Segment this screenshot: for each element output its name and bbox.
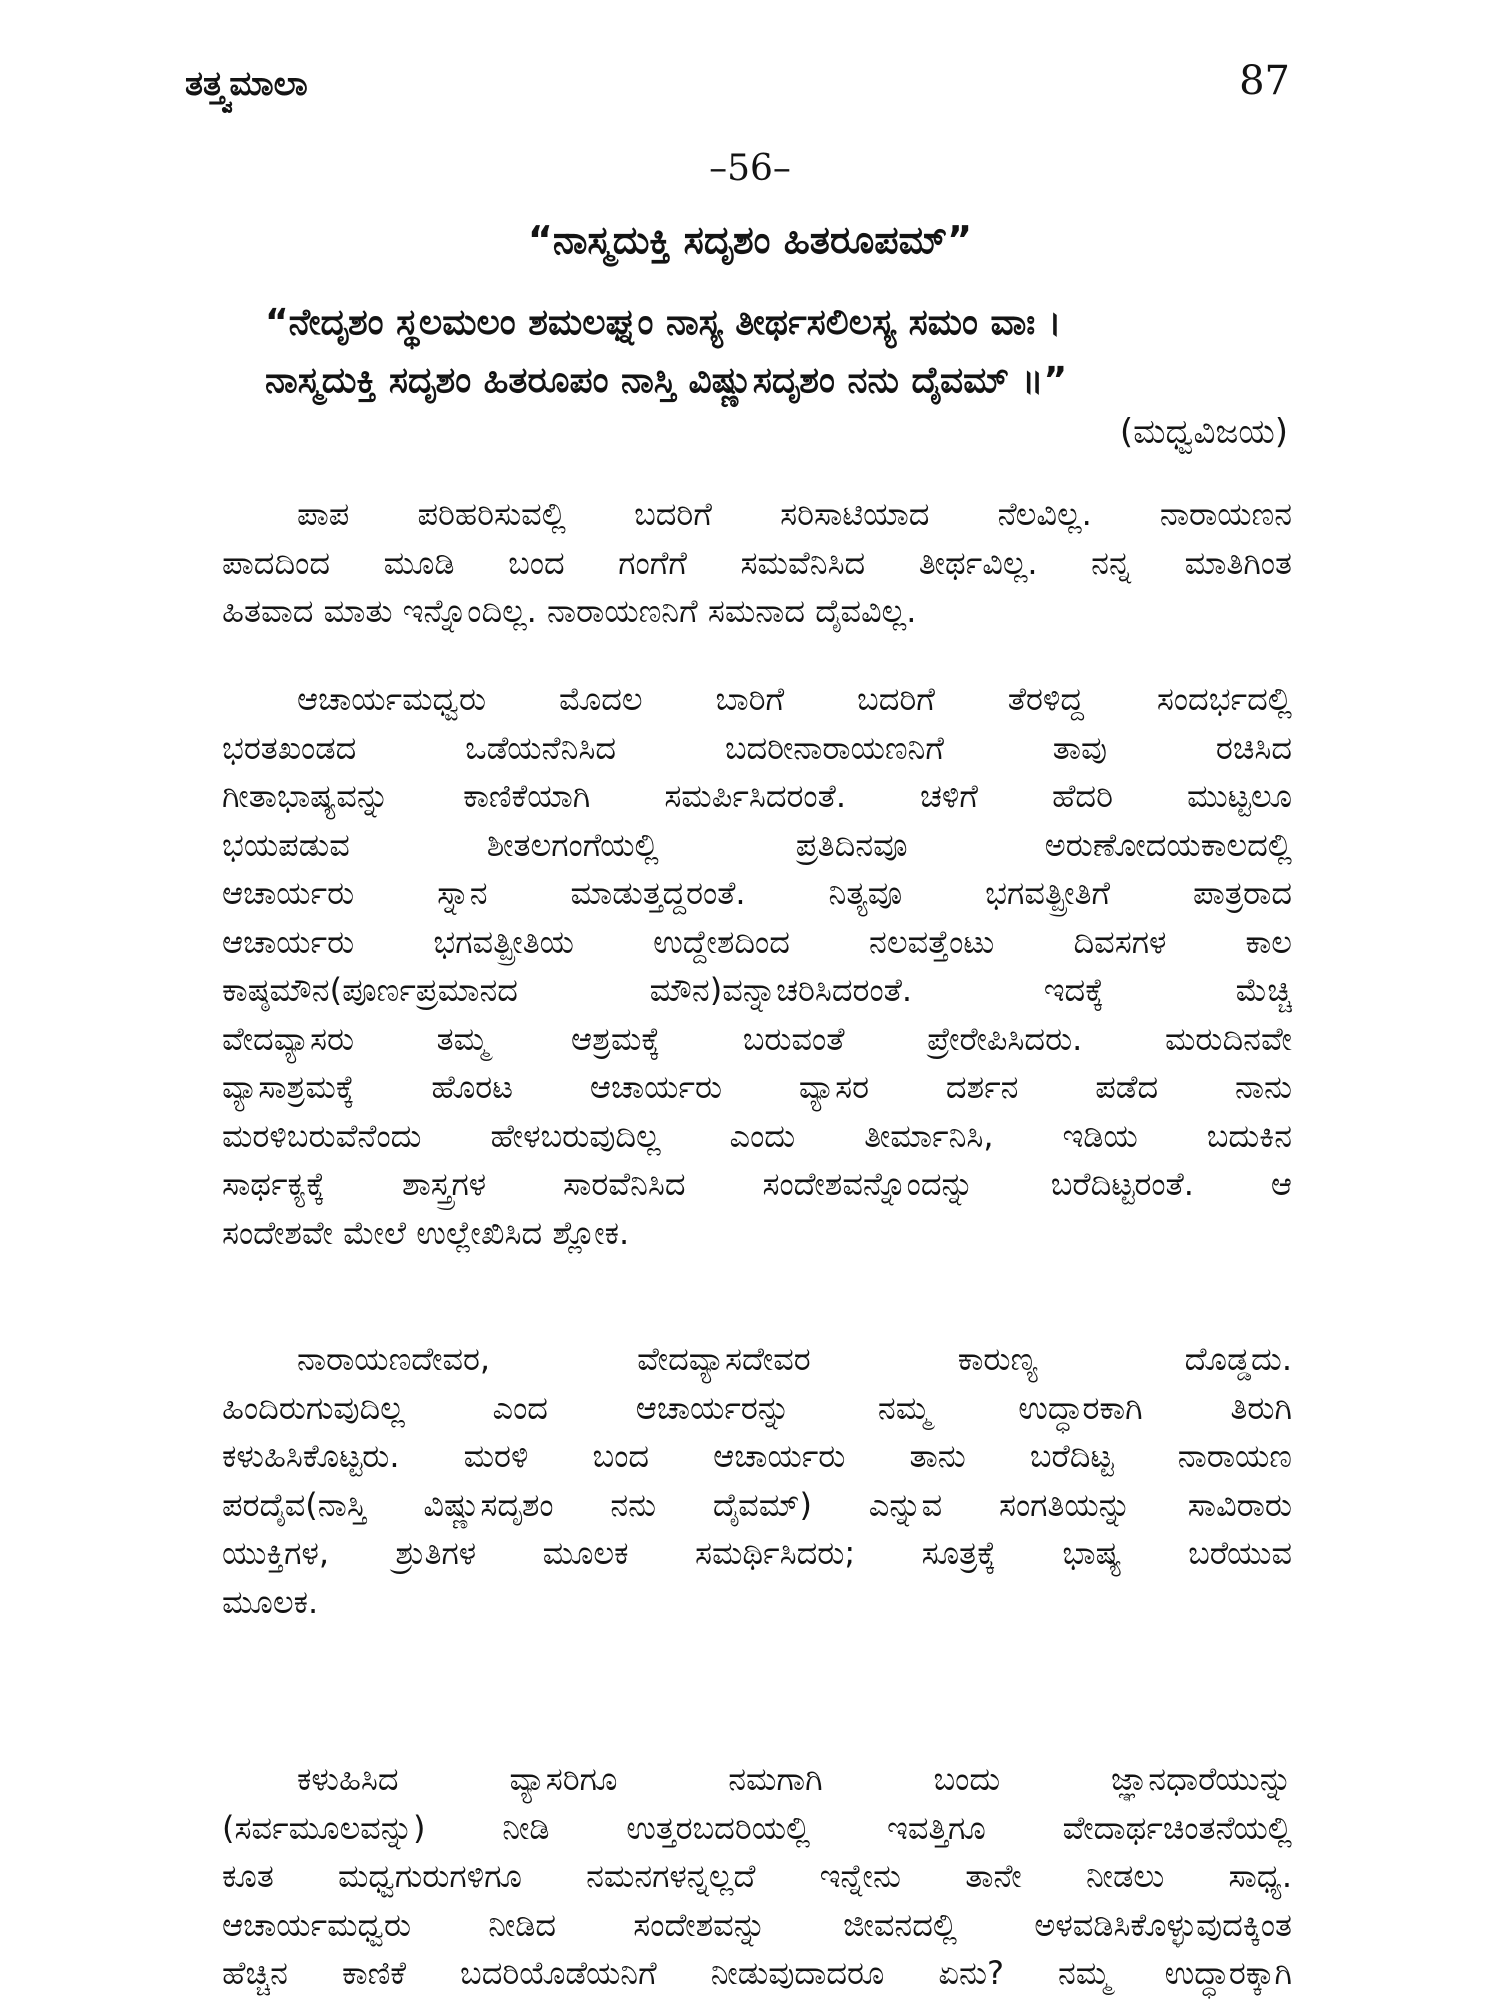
text-line: ಭಯಪಡುವ ಶೀತಲಗಂಗೆಯಲ್ಲಿ ಪ್ರತಿದಿನವೂ ಅರುಣೋದಯಕಾಲದಲ್ಲಿ xyxy=(222,825,1292,864)
text-line: ಆಚಾರ್ಯರು ಭಗವತ್ಪ್ರೀತಿಯ ಉದ್ದೇಶದಿಂದ ನಲವತ್ತೆಂಟು ದಿವಸಗಳ ಕಾಲ xyxy=(222,922,1292,961)
text-line: ಮೂಲಕ. xyxy=(222,1582,319,1621)
text-line: ಪಾದದಿಂದ ಮೂಡಿ ಬಂದ ಗಂಗೆಗೆ ಸಮವೆನಿಸಿದ ತೀರ್ಥವಿಲ್ಲ. ನನ್ನ ಮಾತಿಗಿಂತ xyxy=(222,543,1292,582)
verse-source: (ಮಧ್ವವಿಜಯ) xyxy=(1119,412,1288,452)
text-line: ಗೀತಾಭಾಷ್ಯವನ್ನು ಕಾಣಿಕೆಯಾಗಿ ಸಮರ್ಪಿಸಿದರಂತೆ. ಚಳಿಗೆ ಹೆದರಿ ಮುಟ್ಟಲೂ xyxy=(222,777,1292,815)
text-line: ಹೆಚ್ಚಿನ ಕಾಣಿಕೆ ಬದರಿಯೊಡೆಯನಿಗೆ ನೀಡುವುದಾದರೂ ಏನು? ನಮ್ಮ ಉದ್ಧಾರಕ್ಕಾಗಿ xyxy=(222,1954,1292,1992)
text-line: ಹಿತವಾದ ಮಾತು ಇನ್ನೊಂದಿಲ್ಲ. ನಾರಾಯಣನಿಗೆ ಸಮನಾದ ದೈವವಿಲ್ಲ. xyxy=(222,592,917,630)
page-number: 87 xyxy=(1239,58,1290,104)
text-line: ಆಚಾರ್ಯಮಧ್ವರು ನೀಡಿದ ಸಂದೇಶವನ್ನು ಜೀವನದಲ್ಲಿ ಅಳವಡಿಸಿಕೊಳ್ಳುವುದಕ್ಕಿಂತ xyxy=(222,1905,1292,1944)
text-line: ಮರಳಿಬರುವೆನೆಂದು ಹೇಳಬರುವುದಿಲ್ಲ ಎಂದು ತೀರ್ಮಾನಿಸಿ, ಇಡಿಯ ಬದುಕಿನ xyxy=(222,1116,1292,1155)
running-title: ತತ್ತ್ವಮಾಲಾ xyxy=(185,64,308,104)
text-line: ಆಚಾರ್ಯರು ಸ್ನಾನ ಮಾಡುತ್ತದ್ದರಂತೆ. ನಿತ್ಯವೂ ಭಗವತ್ಪ್ರೀತಿಗೆ ಪಾತ್ರರಾದ xyxy=(222,874,1292,912)
text-line: ವ್ಯಾಸಾಶ್ರಮಕ್ಕೆ ಹೊರಟ ಆಚಾರ್ಯರು ವ್ಯಾಸರ ದರ್ಶನ ಪಡೆದ ನಾನು xyxy=(222,1068,1292,1106)
text-line: ವೇದವ್ಯಾಸರು ತಮ್ಮ ಆಶ್ರಮಕ್ಕೆ ಬರುವಂತೆ ಪ್ರೇರೇಪಿಸಿದರು. ಮರುದಿನವೇ xyxy=(222,1019,1292,1058)
text-line: ಕೂತ ಮಧ್ವಗುರುಗಳಿಗೂ ನಮನಗಳನ್ನಲ್ಲದೆ ಇನ್ನೇನು ತಾನೇ ನೀಡಲು ಸಾಧ್ಯ. xyxy=(222,1857,1292,1895)
verse-line-1: “ನೇದೃಶಂ ಸ್ಥಲಮಲಂ ಶಮಲಘ್ನಂ ನಾಸ್ಯ ತೀರ್ಥಸಲಿಲಸ್ಯ ಸಮಂ ವಾಃ । xyxy=(265,302,1062,343)
text-line: ಕಳುಹಿಸಿದ ವ್ಯಾಸರಿಗೂ ನಮಗಾಗಿ ಬಂದು ಜ್ಞಾನಧಾರೆಯುನ್ನು xyxy=(297,1760,1292,1798)
paragraph-2 xyxy=(222,675,1292,1257)
paragraph-4 xyxy=(222,1755,1292,1998)
text-line: ಕಳುಹಿಸಿಕೊಟ್ಟರು. ಮರಳಿ ಬಂದ ಆಚಾರ್ಯರು ತಾನು ಬರೆದಿಟ್ಟ ನಾರಾಯಣ xyxy=(222,1437,1292,1475)
text-line: ಭರತಖಂಡದ ಒಡೆಯನೆನಿಸಿದ ಬದರೀನಾರಾಯಣನಿಗೆ ತಾವು ರಚಿಸಿದ xyxy=(222,728,1292,767)
paragraph-3 xyxy=(222,1335,1292,1626)
text-line: ಯುಕ್ತಿಗಳ, ಶ್ರುತಿಗಳ ಮೂಲಕ ಸಮರ್ಥಿಸಿದರು; ಸೂತ್ರಕ್ಕೆ ಭಾಷ್ಯ ಬರೆಯುವ xyxy=(222,1534,1292,1572)
running-header xyxy=(185,58,1290,118)
text-line: ಸಂದೇಶವೇ ಮೇಲೆ ಉಲ್ಲೇಖಿಸಿದ ಶ್ಲೋಕ. xyxy=(222,1213,630,1252)
text-line: ಆಚಾರ್ಯಮಧ್ವರು ಮೊದಲ ಬಾರಿಗೆ ಬದರಿಗೆ ತೆರಳಿದ್ದ ಸಂದರ್ಭದಲ್ಲಿ xyxy=(297,680,1292,718)
text-line: ಕಾಷ್ಠಮೌನ(ಪೂರ್ಣಪ್ರಮಾನದ ಮೌನ)ವನ್ನಾಚರಿಸಿದರಂತೆ. ಇದಕ್ಕೆ ಮೆಚ್ಚಿ xyxy=(222,971,1292,1009)
text-line: (ಸರ್ವಮೂಲವನ್ನು) ನೀಡಿ ಉತ್ತರಬದರಿಯಲ್ಲಿ ಇವತ್ತಿಗೂ ವೇದಾರ್ಥಚಿಂತನೆಯಲ್ಲಿ xyxy=(222,1808,1292,1847)
text-line: ಹಿಂದಿರುಗುವುದಿಲ್ಲ ಎಂದ ಆಚಾರ್ಯರನ್ನು ನಮ್ಮ ಉದ್ಧಾರಕಾಗಿ ತಿರುಗಿ xyxy=(222,1388,1292,1427)
verse-line-2: ನಾಸ್ಮದುಕ್ತಿ ಸದೃಶಂ ಹಿತರೂಪಂ ನಾಸ್ತಿ ವಿಷ್ಣುಸದೃಶಂ ನನು ದೈವಮ್ ॥” xyxy=(265,360,1068,401)
paragraph-1 xyxy=(222,490,1292,636)
text-line: ಪರದೈವ(ನಾಸ್ತಿ ವಿಷ್ಣುಸದೃಶಂ ನನು ದೈವಮ್) ಎನ್ನುವ ಸಂಗತಿಯನ್ನು ಸಾವಿರಾರು xyxy=(222,1485,1292,1524)
section-number: –56– xyxy=(709,148,791,189)
chapter-title: “ನಾಸ್ಮದುಕ್ತಿ ಸದೃಶಂ ಹಿತರೂಪಮ್” xyxy=(527,218,973,262)
text-line: ಸಾರ್ಥಕ್ಯಕ್ಕೆ ಶಾಸ್ತ್ರಗಳ ಸಾರವೆನಿಸಿದ ಸಂದೇಶವನ್ನೊಂದನ್ನು ಬರೆದಿಟ್ಟರಂತೆ. ಆ xyxy=(222,1165,1292,1203)
text-line: ಪಾಪ ಪರಿಹರಿಸುವಲ್ಲಿ ಬದರಿಗೆ ಸರಿಸಾಟಿಯಾದ ನೆಲವಿಲ್ಲ. ನಾರಾಯಣನ xyxy=(297,495,1292,533)
text-line: ನಾರಾಯಣದೇವರ, ವೇದವ್ಯಾಸದೇವರ ಕಾರುಣ್ಯ ದೊಡ್ಡದು. xyxy=(297,1340,1292,1378)
